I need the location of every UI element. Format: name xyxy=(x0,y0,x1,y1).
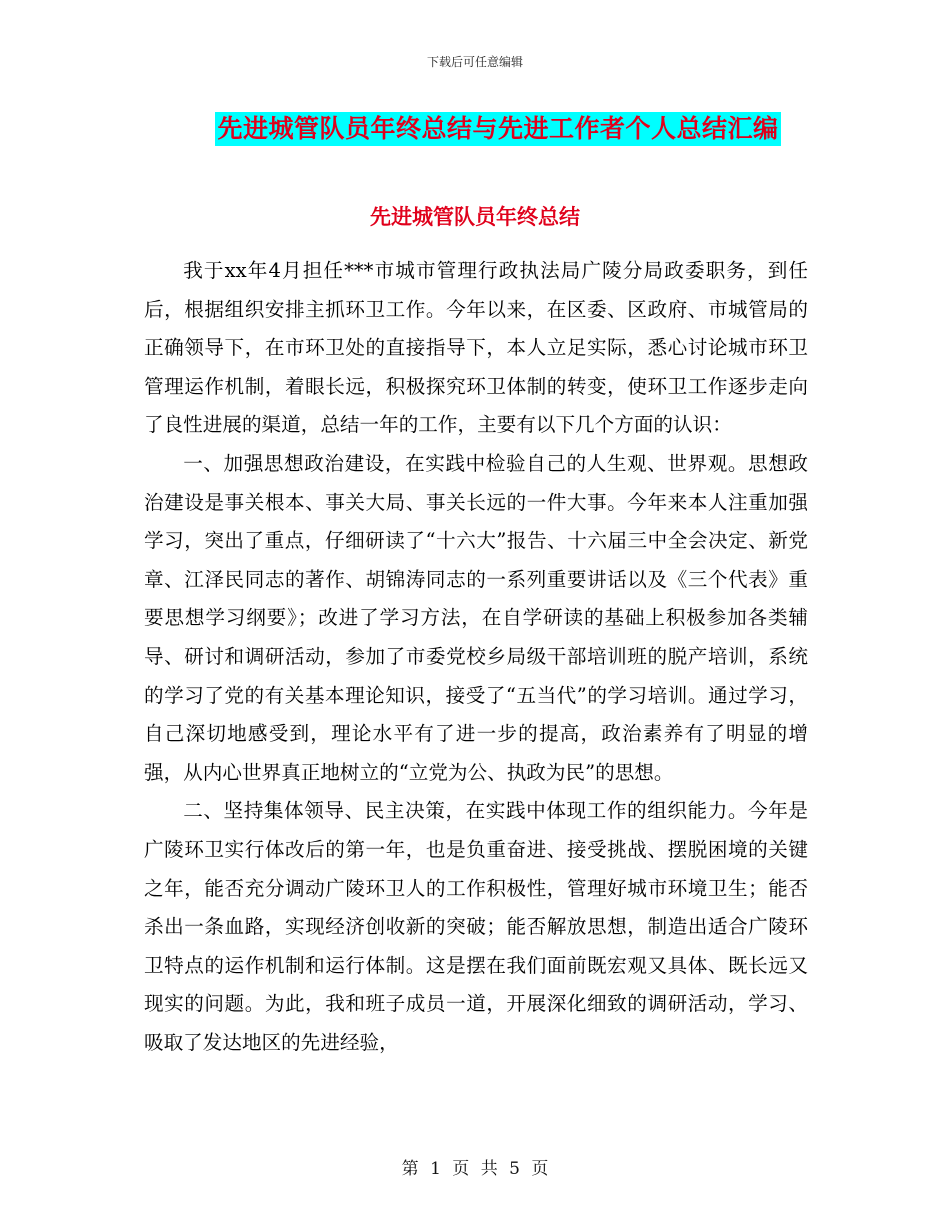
document-sub-title: 先进城管队员年终总结 xyxy=(370,204,580,229)
document-body xyxy=(144,222,808,1062)
main-title-wrap xyxy=(0,112,950,146)
paragraph-section-1: 一、加强思想政治建设，在实践中检验自己的人生观、世界观。思想政治建设是事关根本、事关大局、事关长远的一件大事。今年来本人注重加强学习，突出了重点，仔细研读了“十六大”报告、十六届三中全会决定、新党章、江泽民同志的著作、胡锦涛同志的一系列重要讲话以及《三个代表》重要思想学习纲要》；改进了学习方法，在自学研读的基础上积极参加各类辅导、研讨和调研活动，参加了市委党校乡局级干部培训班的脱产培训，系统的学习了党的有关基本理论知识，接受了“五当代”的学习培训。通过学习，自己深切地感受到，理论水平有了进一步的提高，政治素养有了明显的增强，从内心世界真正地树立的“立党为公、执政为民”的思想。 xyxy=(144,451,808,784)
document-main-title: 先进城管队员年终总结与先进工作者个人总结汇编 xyxy=(215,112,780,146)
paragraph-intro: 我于xx年4月担任***市城市管理行政执法局广陵分局政委职务，到任后，根据组织安排主抓环卫工作。今年以来，在区委、区政府、市城管局的正确领导下，在市环卫处的直接指导下，本人立足实际，悉心讨论城市环卫管理运作机制，着眼长远，积极探究环卫体制的转变，使环卫工作逐步走向了良性进展的渠道，总结一年的工作，主要有以下几个方面的认识： xyxy=(144,259,808,437)
page-number-footer: 第 1 页 共 5 页 xyxy=(401,1159,549,1179)
header-note: 下载后可任意编辑 xyxy=(426,55,523,69)
paragraph-section-2: 二、坚持集体领导、民主决策，在实践中体现工作的组织能力。今年是广陵环卫实行体改后的第一年，也是负重奋进、接受挑战、摆脱困境的关键之年，能否充分调动广陵环卫人的工作积极性，管理好城市环境卫生；能否杀出一条血路，实现经济创收新的突破；能否解放思想，制造出适合广陵环卫特点的运作机制和运行体制。这是摆在我们面前既宏观又具体、既长远又现实的问题。为此，我和班子成员一道，开展深化细致的调研活动，学习、吸取了发达地区的先进经验， xyxy=(144,799,808,1054)
